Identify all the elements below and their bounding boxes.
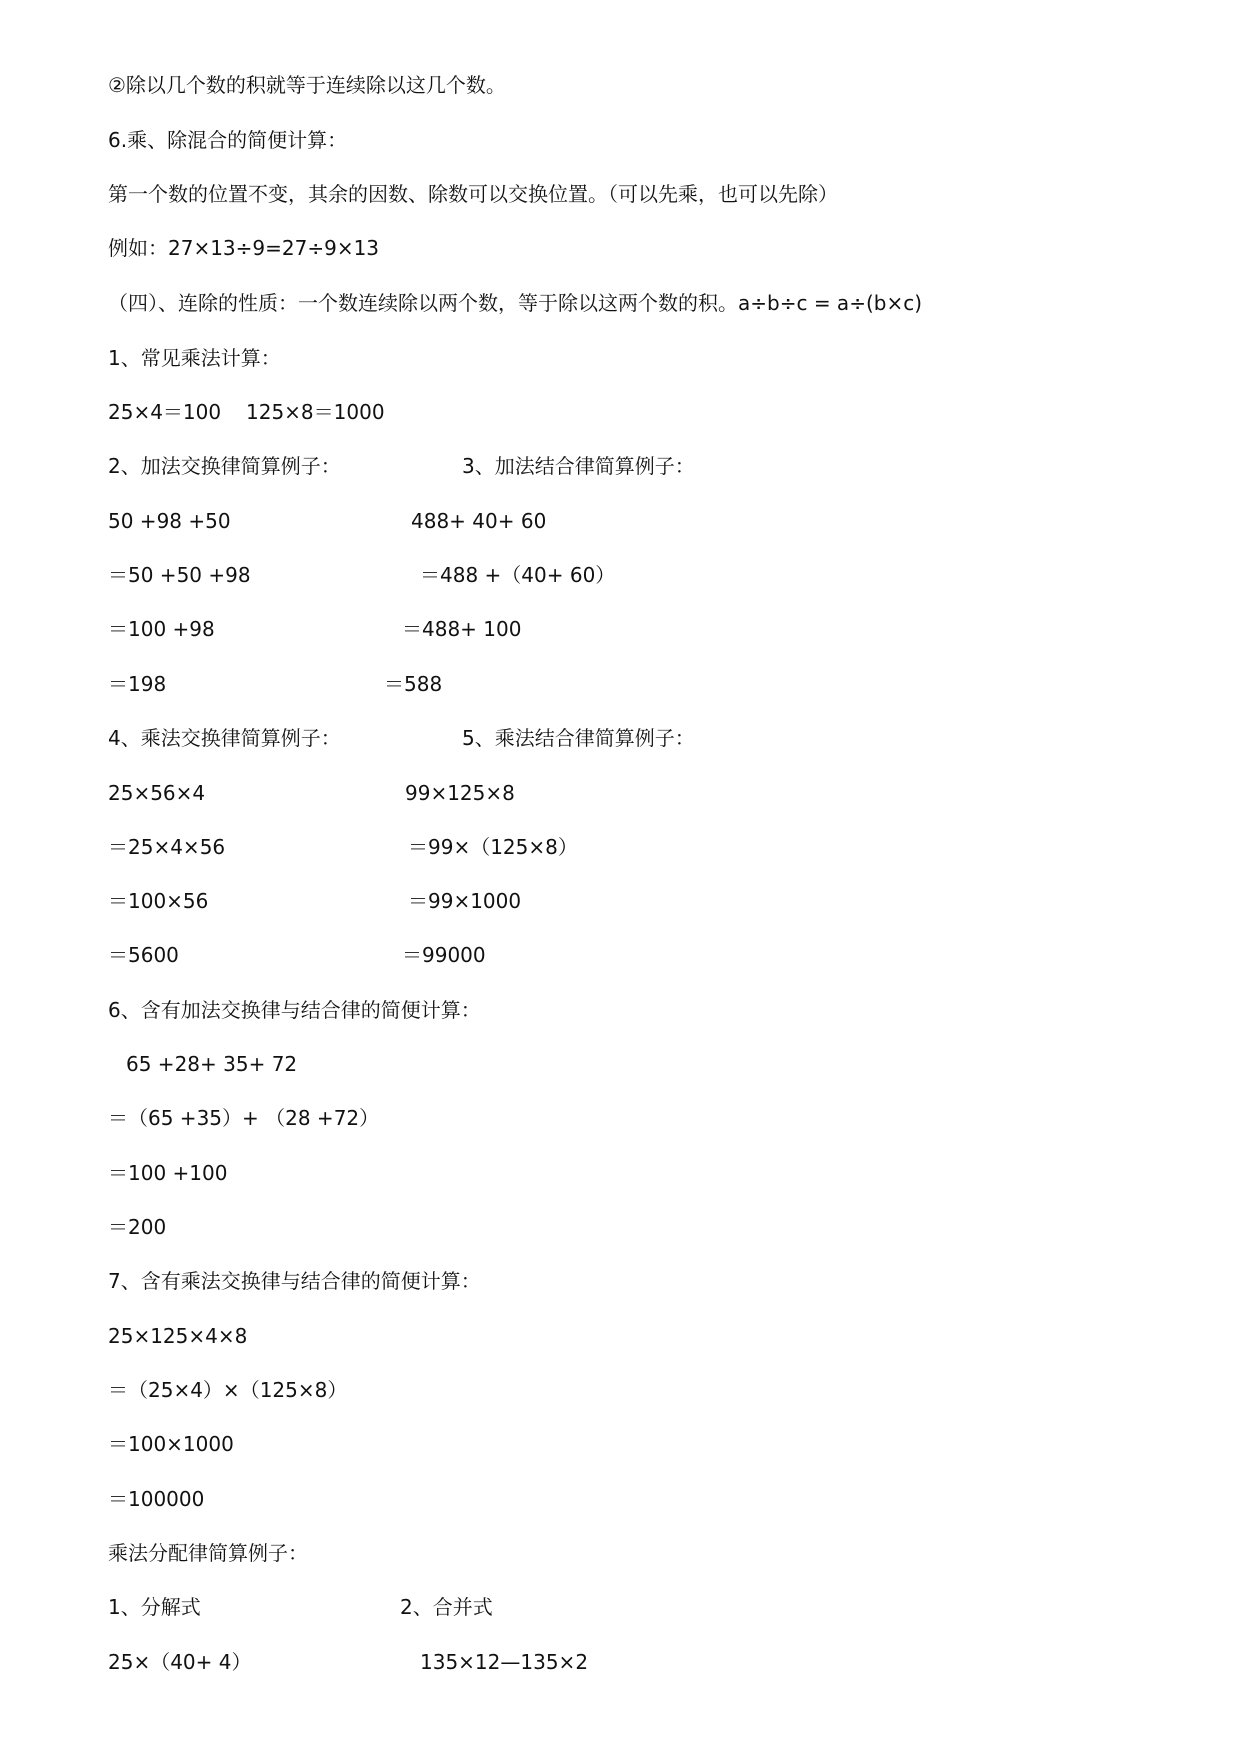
equation: ＝50 +50 +98	[108, 563, 251, 587]
equation: ＝99000	[402, 943, 486, 967]
equation: ＝198	[108, 672, 167, 696]
text-line: （四）、连除的性质：一个数连续除以两个数，等于除以这两个数的积。a÷b÷c = a÷(b×c)	[108, 291, 923, 315]
section-heading: 5、乘法结合律简算例子：	[462, 726, 695, 750]
equation: 125×8＝1000	[246, 400, 385, 424]
equation: ＝100×56	[108, 889, 209, 913]
equation: ＝（25×4）×（125×8）	[108, 1378, 348, 1402]
section-heading: 乘法分配律简算例子：	[108, 1541, 308, 1565]
equation: ＝（65 +35）+ （28 +72）	[108, 1106, 380, 1130]
text-line: ②除以几个数的积就等于连续除以这几个数。	[108, 73, 506, 97]
example-line: 例如：27×13÷9=27÷9×13	[108, 236, 380, 260]
section-heading: 2、合并式	[400, 1595, 493, 1619]
section-heading: 7、含有乘法交换律与结合律的简便计算：	[108, 1269, 481, 1293]
equation: ＝488+ 100	[402, 617, 522, 641]
equation: 25×56×4	[108, 781, 206, 805]
section-heading: 1、常见乘法计算：	[108, 346, 281, 370]
equation: 65 +28+ 35+ 72	[126, 1052, 298, 1076]
equation: 135×12—135×2	[420, 1650, 589, 1674]
equation: ＝100 +98	[108, 617, 215, 641]
equation: ＝100 +100	[108, 1161, 228, 1185]
section-heading: 4、乘法交换律简算例子：	[108, 726, 341, 750]
equation: ＝99×1000	[408, 889, 522, 913]
equation: ＝588	[384, 672, 443, 696]
text-line: 第一个数的位置不变，其余的因数、除数可以交换位置。（可以先乘，也可以先除）	[108, 182, 838, 206]
equation: ＝5600	[108, 943, 179, 967]
equation: 99×125×8	[405, 781, 515, 805]
equation: ＝200	[108, 1215, 167, 1239]
section-heading: 3、加法结合律简算例子：	[462, 454, 695, 478]
section-heading: 6.乘、除混合的简便计算：	[108, 128, 348, 152]
equation: 25×（40+ 4）	[108, 1650, 252, 1674]
equation: ＝488 +（40+ 60）	[420, 563, 616, 587]
equation: 25×4＝100	[108, 400, 222, 424]
equation: 25×125×4×8	[108, 1324, 248, 1348]
section-heading: 6、含有加法交换律与结合律的简便计算：	[108, 998, 481, 1022]
equation: 488+ 40+ 60	[411, 509, 547, 533]
section-heading: 1、分解式	[108, 1595, 201, 1619]
section-heading: 2、加法交换律简算例子：	[108, 454, 341, 478]
equation: ＝99×（125×8）	[408, 835, 578, 859]
equation: ＝100×1000	[108, 1432, 234, 1456]
equation: ＝100000	[108, 1487, 205, 1511]
equation: 50 +98 +50	[108, 509, 231, 533]
equation: ＝25×4×56	[108, 835, 226, 859]
